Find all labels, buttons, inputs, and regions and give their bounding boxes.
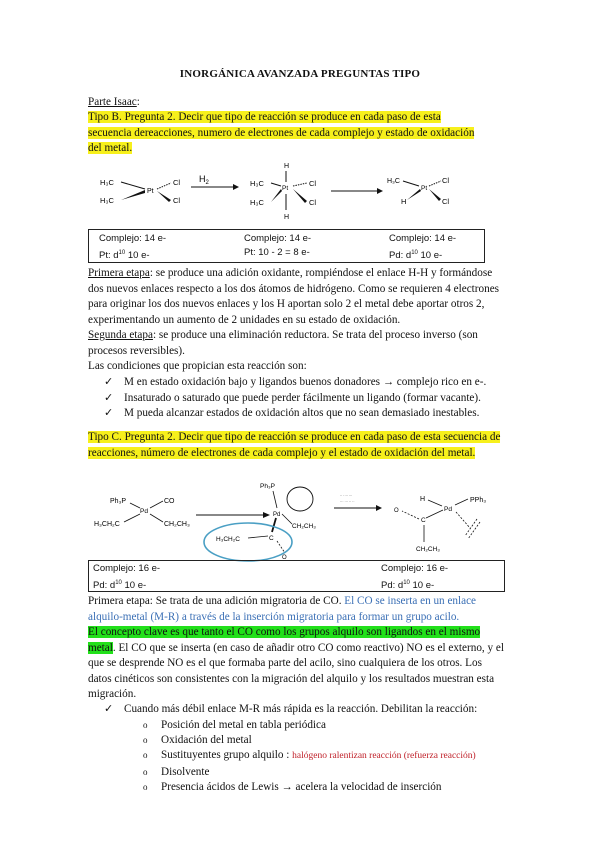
- box-line: Pt: $d^{10}$ 10 e-: [99, 250, 150, 262]
- q2-electron-count-box: [88, 560, 505, 592]
- alkyl-label: H₃CH₂C: [216, 536, 240, 543]
- bullet-circle-icon: o: [143, 766, 148, 777]
- q2-line1: Tipo C. Pregunta 2. Decir que tipo de reacción se produce en cada paso de esta secuencia de: [88, 431, 501, 443]
- q1-line3: del metal.: [88, 142, 133, 154]
- pt-label: Pt: [147, 188, 154, 195]
- check-icon: ✓: [104, 391, 114, 404]
- etapa2-label: Segunda etapa: [88, 329, 153, 341]
- etapa2-text: : se produce una eliminación reductora. Se trata del proceso inverso (son: [152, 329, 478, 341]
- etapa1-text: para originar los dos nuevos enlaces y los H aportan solo 2 el metal debe aportar otros 2,: [88, 298, 485, 310]
- c-label: C: [421, 517, 426, 524]
- pt-label: Pt: [421, 185, 428, 192]
- faint-annotation: ··· ··· ·· ··: [340, 500, 355, 504]
- q1-box-col1: [99, 232, 166, 263]
- concept-text: que se desprende NO es el que formaba parte del acilo, sino cualquiera de los otros. Los: [88, 657, 482, 669]
- etapa1-text: : se produce una adición oxidante, rompiéndose el enlace H-H y formándose: [149, 267, 493, 279]
- etapa-text: Primera etapa: Se trata de una adición migratoria de CO.: [88, 595, 342, 607]
- faint-annotation: ·· ···· ···: [340, 494, 353, 498]
- box-line: Pt: 10 - 2 = 8 e-: [244, 247, 310, 258]
- q1-reaction-scheme: [95, 158, 475, 223]
- complex-pd-3: [394, 496, 486, 553]
- check-icon: ✓: [104, 376, 114, 388]
- etapa-blue-text: alquilo-metal (M-R) a través de la inserción migratoria para formar un grupo acilo.: [88, 610, 460, 623]
- complex-pd-1: [94, 498, 190, 528]
- q2-line2: reacciones, número de electrones de cada complejo y el estado de oxidación del metal.: [88, 446, 476, 459]
- co-label: CO: [164, 498, 175, 505]
- list-item: ✓ M pueda alcanzar estados de oxidación altos que no sean demasiado inestables.: [100, 406, 510, 422]
- box-line: Complejo: 14 e-: [99, 233, 167, 244]
- h3c-label: H₃C: [100, 178, 114, 187]
- cl-label: Cl: [173, 196, 181, 205]
- c-label: C: [269, 535, 274, 542]
- concept-text: migración.: [88, 688, 137, 700]
- q2-explanation: [88, 594, 502, 703]
- complex-pt-2: [250, 163, 316, 221]
- pph3-label: PPh₃: [470, 497, 487, 504]
- list-item: o Presencia ácidos de Lewis → acelera la velocidad de inserción: [143, 780, 503, 795]
- concept-text: datos cinéticos son consistentes con la migración del alquilo y los resultados muestran esta: [88, 672, 495, 685]
- box-line: Complejo: 14 e-: [244, 233, 312, 244]
- bullet-circle-icon: o: [143, 735, 148, 746]
- pd-label: Pd: [444, 506, 452, 513]
- bullet-circle-icon: o: [143, 720, 148, 730]
- concept-highlight: metal: [88, 641, 113, 654]
- o-label: O: [282, 555, 287, 561]
- part-heading: [88, 95, 140, 111]
- box-line: Pd: $d^{10}$ 10 e-: [389, 250, 443, 262]
- list-item: o Disolvente: [143, 765, 503, 780]
- pd-label: Pd: [140, 508, 148, 515]
- q2-reaction-scheme: [88, 470, 508, 570]
- concept-highlight: El concepto clave es que tanto el CO como los grupos alquilo son ligandos en el mismo: [88, 626, 481, 638]
- etapa1-text: dos nuevos enlaces respecto a los dos átomos de hidrógeno. Como se requieren 4 electrones: [88, 282, 500, 295]
- q2-question: [88, 430, 502, 461]
- q1-box-col3: [389, 232, 456, 263]
- cl-label: Cl: [442, 176, 450, 185]
- pd-label: Pd: [273, 512, 281, 518]
- list-item: o Posición del metal en tabla periódica: [143, 718, 503, 733]
- h3c-label: H₃C: [250, 198, 264, 207]
- check-icon: ✓: [104, 703, 114, 715]
- part-colon: :: [136, 96, 140, 108]
- vacancy-ellipse: [287, 487, 313, 511]
- pt-label: Pt: [282, 185, 289, 192]
- h-label: H: [284, 214, 290, 221]
- etapa1-label: Primera etapa: [88, 267, 150, 279]
- q1-box-col2: [244, 232, 311, 260]
- h3c-label: H₃C: [100, 196, 114, 205]
- h-label: H: [420, 496, 426, 503]
- q1-explanation: [88, 266, 502, 375]
- h-label: H: [401, 197, 407, 206]
- list-item: ✓ Cuando más débil enlace M-R más rápida es la reacción. Debilitan la reacción:: [100, 702, 510, 718]
- ph3p-label: Ph₃P: [260, 483, 275, 490]
- list-item: o Sustituyentes grupo alquilo : halógeno ralentizan reacción (refuerza reacción): [143, 748, 503, 764]
- q1-line2: secuencia dereacciones, numero de electrones de cada complejo y estado de oxidación: [88, 126, 475, 139]
- alkyl-label: CH₂CH₃: [164, 521, 190, 528]
- cl-label: Cl: [309, 179, 317, 188]
- complex-pt-1: [100, 178, 180, 205]
- box-line: Complejo: 16 e-: [93, 563, 161, 574]
- h2-label: $H_2$: [199, 174, 209, 186]
- cl-label: Cl: [442, 197, 450, 206]
- box-line: Complejo: 16 e-: [381, 563, 449, 574]
- conditions-intro: Las condiciones que propician esta reacción son:: [88, 360, 307, 372]
- q2-box-col1: [93, 562, 160, 593]
- q1-question: [88, 110, 480, 157]
- o-label: O: [394, 508, 399, 514]
- conditions-list: [100, 375, 510, 422]
- q1-line1: Tipo B. Pregunta 2. Decir que tipo de reacción se produce en cada paso de esta: [88, 111, 441, 123]
- etapa2-text: procesos reversibles).: [88, 344, 185, 357]
- part-label: Parte Isaac: [88, 96, 137, 108]
- q2-box-col2: [381, 562, 448, 593]
- h3c-label: H₃C: [387, 178, 400, 185]
- q1-electron-count-box: [88, 229, 485, 263]
- complex-pt-3: [387, 176, 449, 206]
- bullet-circle-icon: o: [143, 781, 148, 792]
- q2-sub-list: [143, 718, 503, 795]
- etapa1-text: experimentando un aumento de 2 unidades en su estado de oxidación.: [88, 313, 401, 326]
- cl-label: Cl: [173, 178, 181, 187]
- complex-pd-2: [204, 483, 316, 561]
- h3c-label: H₃C: [250, 179, 264, 188]
- box-line: Complejo: 14 e-: [389, 233, 457, 244]
- list-item: o Oxidación del metal: [143, 733, 503, 748]
- concept-text: . El CO que se inserta (en caso de añadir otro CO como reactivo) NO es el externo, y el: [112, 641, 504, 654]
- bullet-circle-icon: o: [143, 750, 148, 761]
- red-note: halógeno ralentizan reacción (refuerza reacción): [292, 751, 476, 762]
- etapa-blue-text: El CO se inserta en un enlace: [344, 595, 477, 607]
- alkyl-label: H₃CH₂C: [94, 521, 120, 528]
- list-item: ✓ Insaturado o saturado que puede perder fácilmente un ligando (formar vacante).: [100, 391, 510, 407]
- q2-check-list: [100, 702, 510, 718]
- cl-label: Cl: [309, 198, 317, 207]
- page-title: INORGÁNICA AVANZADA PREGUNTAS TIPO: [179, 68, 421, 80]
- check-icon: ✓: [104, 407, 114, 419]
- alkyl-label: CH₂CH₃: [292, 523, 316, 530]
- ph3p-label: Ph₃P: [110, 498, 127, 505]
- list-item: ✓ M en estado oxidación bajo y ligandos buenos donadores → complejo rico en e-.: [100, 375, 510, 391]
- alkyl-label: CH₂CH₃: [416, 546, 440, 553]
- h-label: H: [284, 163, 290, 170]
- box-line: Pd: $d^{10}$ 10 e-: [381, 580, 435, 592]
- box-line: Pd: $d^{10}$ 10 e-: [93, 580, 147, 592]
